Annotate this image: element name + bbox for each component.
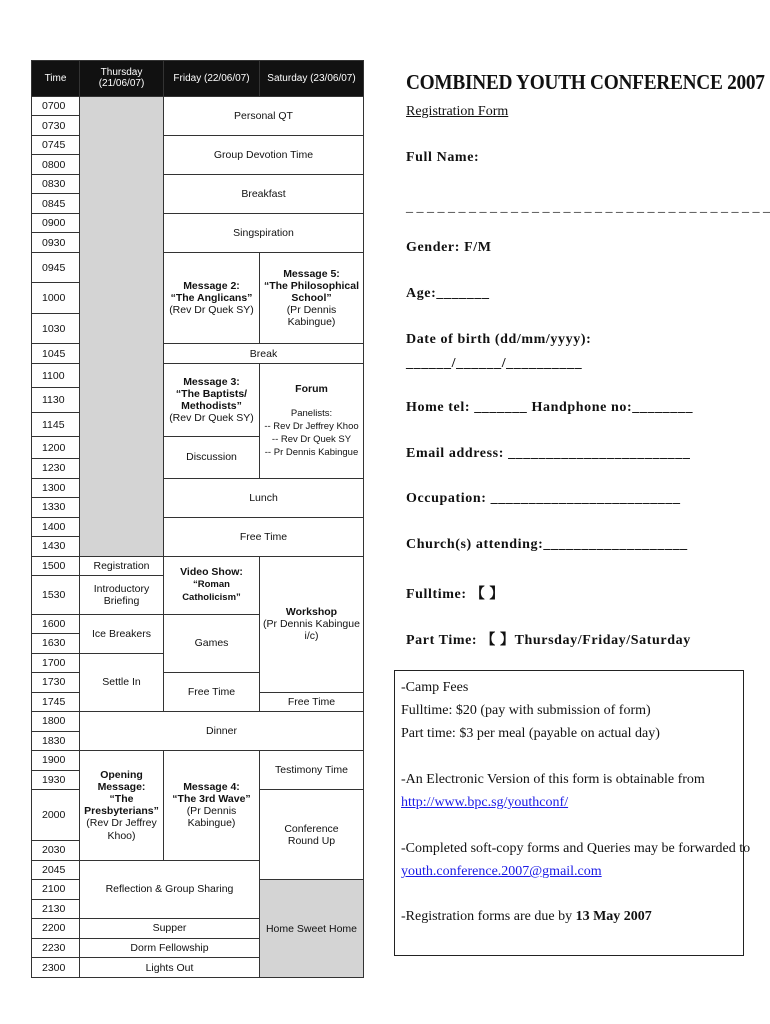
header-saturday: Saturday (23/06/07) — [260, 61, 364, 97]
time-cell: 0700 — [32, 96, 80, 116]
video-topic: “Roman Catholicism” — [182, 579, 241, 604]
form-download-link[interactable]: http://www.bpc.sg/youthconf/ — [401, 795, 569, 810]
msg4-speaker: (Pr Dennis Kabingue) — [186, 805, 237, 830]
msg3-topic-2: Methodists” — [181, 400, 242, 413]
msg3-title: Message 3: — [183, 376, 240, 389]
time-cell: 1700 — [32, 653, 80, 673]
opening-speaker-2: Khoo) — [107, 829, 136, 842]
parttime-checkbox[interactable]: Part Time: 【 】Thursday/Friday/Saturday — [406, 633, 691, 648]
msg2-topic: “The Anglicans” — [170, 292, 253, 305]
time-cell: 0845 — [32, 194, 80, 214]
occupation-field[interactable]: Occupation: _________________________ — [406, 491, 681, 506]
time-cell: 1600 — [32, 614, 80, 634]
full-name-label: Full Name: — [406, 150, 480, 165]
time-cell: 1800 — [32, 712, 80, 732]
message-4 — [164, 751, 260, 861]
message-5 — [260, 252, 364, 344]
forum-panelist-1: -- Rev Dr Jeffrey Khoo — [264, 420, 359, 432]
msg5-topic-2: School” — [291, 292, 332, 305]
workshop-title: Workshop — [285, 606, 338, 618]
games: Games — [164, 614, 260, 673]
header-friday: Friday (22/06/07) — [164, 61, 260, 97]
time-cell: 1400 — [32, 517, 80, 537]
dob-label: Date of birth (dd/mm/yyyy): — [406, 332, 592, 347]
conference-round-up — [260, 790, 364, 880]
opening-speaker-1: (Rev Dr Jeffrey — [86, 817, 157, 830]
church-field[interactable]: Church(s) attending:___________________ — [406, 537, 688, 552]
ice-breakers: Ice Breakers — [80, 614, 164, 653]
schedule-table — [31, 60, 364, 978]
opening-topic-2: Presbyterians” — [84, 805, 159, 818]
time-cell: 0830 — [32, 174, 80, 194]
opening-title: Opening Message: — [97, 769, 146, 794]
header-time: Time — [32, 61, 80, 97]
time-cell: 2100 — [32, 880, 80, 900]
form-subtitle: Registration Form — [406, 104, 509, 119]
video-title: Video Show: — [180, 566, 243, 579]
fulltime-checkbox[interactable]: Fulltime: 【 】 — [406, 587, 505, 602]
workshop — [260, 556, 364, 692]
contact-email-link[interactable]: youth.conference.2007@gmail.com — [401, 864, 602, 879]
msg4-title: Message 4: — [183, 781, 240, 794]
time-cell: 1530 — [32, 576, 80, 614]
time-cell: 1500 — [32, 556, 80, 576]
message-2 — [164, 252, 260, 344]
time-cell: 1130 — [32, 388, 80, 413]
schedule-header-row — [32, 61, 364, 97]
msg3-topic-1: “The Baptists/ — [175, 388, 248, 401]
settle-in: Settle In — [80, 653, 164, 712]
opening-topic-1: “The — [109, 793, 134, 806]
home-sweet-home: Home Sweet Home — [260, 880, 364, 978]
time-cell: 1000 — [32, 283, 80, 314]
time-cell: 1045 — [32, 344, 80, 364]
dorm-fellowship: Dorm Fellowship — [80, 938, 260, 958]
age-field[interactable]: Age:_______ — [406, 286, 490, 301]
thursday-empty-block — [80, 96, 164, 556]
opening-message — [80, 751, 164, 861]
roundup-line-1: Conference — [284, 822, 339, 835]
camp-fees-heading: -Camp Fees — [401, 680, 469, 695]
time-cell: 2200 — [32, 919, 80, 939]
roundup-line-2: Round Up — [287, 834, 336, 847]
time-cell: 1300 — [32, 478, 80, 498]
time-cell: 2030 — [32, 841, 80, 861]
email-field[interactable]: Email address: ________________________ — [406, 446, 691, 461]
discussion: Discussion — [164, 437, 260, 478]
time-cell: 2300 — [32, 958, 80, 978]
lunch: Lunch — [164, 478, 364, 517]
registration-form — [406, 70, 770, 648]
personal-qt: Personal QT — [164, 96, 364, 135]
free-time-afternoon: Free Time — [164, 517, 364, 556]
full-name-field[interactable]: _ _ _ _ _ _ _ _ _ _ _ _ _ _ _ _ _ _ _ _ _ _ _ _ _ _ _ _ _ _ _ _ _ _ _ — [406, 200, 770, 215]
time-cell: 1900 — [32, 751, 80, 771]
parttime-fee: Part time: $3 per meal (payable on actual day) — [401, 726, 660, 741]
dob-field[interactable]: ______/______/__________ — [406, 356, 583, 371]
msg4-topic: “The 3rd Wave” — [172, 793, 251, 806]
time-cell: 1030 — [32, 313, 80, 344]
workshop-leader: (Pr Dennis Kabingue — [263, 618, 360, 631]
time-cell: 1745 — [32, 692, 80, 712]
msg2-speaker: (Rev Dr Quek SY) — [169, 304, 254, 317]
time-cell: 1830 — [32, 731, 80, 751]
forum-title: Forum — [295, 382, 328, 395]
introductory-briefing: Introductory Briefing — [80, 576, 164, 614]
due-date: 13 May 2007 — [575, 909, 652, 924]
forum-panelist-2: -- Rev Dr Quek SY — [271, 433, 352, 445]
due-date-note — [401, 909, 652, 925]
time-cell: 0900 — [32, 213, 80, 233]
header-thursday: Thursday (21/06/07) — [80, 61, 164, 97]
workshop-leader-ic: i/c) — [304, 630, 319, 643]
time-cell: 1930 — [32, 770, 80, 790]
phone-field[interactable]: Home tel: _______ Handphone no:________ — [406, 400, 694, 415]
group-devotion: Group Devotion Time — [164, 135, 364, 174]
time-cell: 0800 — [32, 155, 80, 175]
free-time-saturday: Free Time — [260, 692, 364, 712]
time-cell: 1100 — [32, 363, 80, 388]
electronic-version-note: -An Electronic Version of this form is obtainable from — [401, 772, 705, 787]
msg3-speaker: (Rev Dr Quek SY) — [169, 412, 254, 425]
msg5-title: Message 5: — [283, 267, 340, 280]
time-cell: 1330 — [32, 498, 80, 518]
msg2-title: Message 2: — [183, 280, 240, 292]
reflection-group-sharing: Reflection & Group Sharing — [80, 860, 260, 919]
supper: Supper — [80, 919, 260, 939]
message-3 — [164, 363, 260, 437]
time-cell: 2045 — [32, 860, 80, 880]
msg5-speaker: (Pr Dennis Kabingue) — [286, 304, 337, 329]
forum — [260, 363, 364, 478]
time-cell: 0730 — [32, 116, 80, 136]
lights-out: Lights Out — [80, 958, 260, 978]
video-show — [164, 556, 260, 614]
due-date-prefix: -Registration forms are due by — [401, 909, 576, 924]
fees-info-box — [394, 670, 751, 956]
time-cell: 0945 — [32, 252, 80, 283]
time-cell: 1230 — [32, 459, 80, 479]
free-time-friday: Free Time — [164, 673, 260, 712]
time-cell: 1430 — [32, 537, 80, 557]
time-cell: 0745 — [32, 135, 80, 155]
dinner: Dinner — [80, 712, 364, 751]
time-cell: 2130 — [32, 899, 80, 919]
time-cell: 2000 — [32, 790, 80, 841]
fulltime-fee: Fulltime: $20 (pay with submission of form) — [401, 703, 651, 718]
gender-field[interactable]: Gender: F/M — [406, 240, 492, 255]
time-cell: 0930 — [32, 233, 80, 253]
break: Break — [164, 344, 364, 364]
time-cell: 2230 — [32, 938, 80, 958]
time-cell: 1145 — [32, 412, 80, 437]
testimony-time: Testimony Time — [260, 751, 364, 790]
softcopy-note: -Completed soft-copy forms and Queries may be forwarded to — [401, 841, 751, 856]
forum-panelists: Panelists: — [290, 407, 333, 419]
time-cell: 1730 — [32, 673, 80, 693]
time-cell: 1200 — [32, 437, 80, 459]
msg5-topic-1: “The Philosophical — [263, 280, 360, 292]
form-title: COMBINED YOUTH CONFERENCE 2007 — [406, 70, 765, 94]
singspiration: Singspiration — [164, 213, 364, 252]
breakfast: Breakfast — [164, 174, 364, 213]
registration: Registration — [80, 556, 164, 576]
forum-panelist-3: -- Pr Dennis Kabingue — [264, 446, 359, 458]
time-cell: 1630 — [32, 634, 80, 654]
